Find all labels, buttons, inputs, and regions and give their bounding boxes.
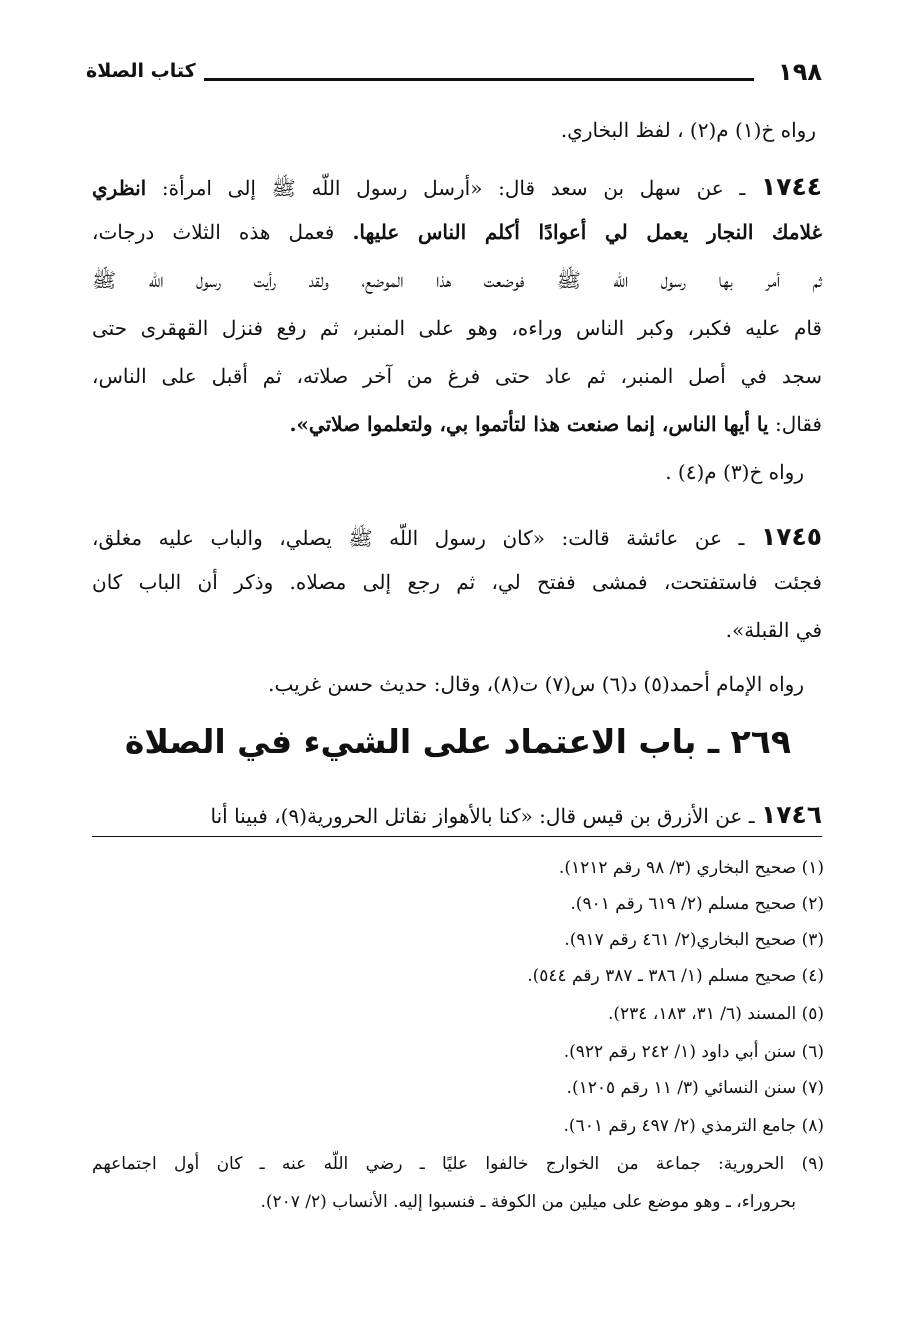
hadith-1745-line-1 [92,522,822,555]
footnote-separator [92,836,822,837]
chapter-number: ٢٦٩ [730,722,792,761]
book-title: كتاب الصلاة [86,60,196,82]
hadith-number: ١٧٤٦ [760,800,822,829]
page-header [86,58,822,94]
hadith-1745-line-3: في القبلة». [725,618,822,642]
hadith-1745-narration: رواه الإمام أحمد(٥) د(٦) س(٧) ت(٨)، وقال: حديث حسن غريب. [268,672,804,696]
hadith-text-bold: يا أيها الناس، إنما صنعت هذا لتأتموا بي، ولتعلموا صلاتي». [289,412,769,436]
footnote-item: (٨) جامع الترمذي (٢/ ٤٩٧ رقم ٦٠١). [563,1116,824,1136]
footnote-item: (٣) صحيح البخاري(٢/ ٤٦١ رقم ٩١٧). [564,930,824,950]
hadith-1746-line-1 [92,800,822,829]
chapter-heading [100,722,816,761]
hadith-1744-line-2 [92,220,822,244]
narration-line: رواه خ(١) م(٢) ، لفظ البخاري. [560,118,816,142]
hadith-1744-line-3: ثم أمر بها رسول اللّه ﷺ فوضعت هذا الموضع، ولقد رأيت رسول اللّه ﷺ [92,268,822,292]
hadith-1744-line-1 [92,172,822,205]
footnote-item: (١) صحيح البخاري (٣/ ٩٨ رقم ١٢١٢). [558,858,824,878]
hadith-1744-line-4: قام عليه فكبر، وكبر الناس وراءه، وهو على المنبر، ثم رفع فنزل القهقرى حتى [92,316,822,340]
footnote-item: (٧) سنن النسائي (٣/ ١١ رقم ١٢٠٥). [566,1078,824,1098]
footnote-item: (٦) سنن أبي داود (١/ ٢٤٢ رقم ٩٢٢). [563,1042,824,1062]
hadith-text: فعمل هذه الثلاث درجات، [92,220,335,244]
hadith-1745-line-2: فجئت فاستفتحت، فمشى ففتح لي، ثم رجع إلى مصلاه. وذكر أن الباب كان [92,570,822,594]
hadith-1744-narration: رواه خ(٣) م(٤) . [665,460,804,484]
hadith-text: ـ عن الأزرق بن قيس قال: «كنا بالأهواز نقاتل الحرورية(٩)، فبينا أنا [210,804,755,828]
hadith-text-bold: غلامك النجار يعمل لي أعوادًا أكلم الناس عليها. [352,220,822,244]
hadith-text-bold: انظري [92,176,147,200]
footnote-item: (٢) صحيح مسلم (٢/ ٦١٩ رقم ٩٠١). [570,894,824,914]
footnote-continuation: بحروراء، ـ وهو موضع على ميلين من الكوفة ـ فنسبوا إليه. الأنساب (٢/ ٢٠٧). [260,1192,796,1212]
chapter-title: ـ باب الاعتماد على الشيء في الصلاة [124,722,720,761]
hadith-text: ـ عن سهل بن سعد قال: «أرسل رسول اللّه ﷺ إلى امرأة: [161,176,746,200]
footnote-item: (٤) صحيح مسلم (١/ ٣٨٦ ـ ٣٨٧ رقم ٥٤٤). [527,966,824,986]
hadith-1744-line-6 [289,412,822,436]
hadith-text: ـ عن عائشة قالت: «كان رسول اللّه ﷺ يصلي، والباب عليه مغلق، [92,526,745,550]
footnote-item: (٩) الحرورية: جماعة من الخوارج خالفوا عليًا ـ رضي اللّه عنه ـ كان أول اجتماعهم [92,1154,824,1174]
header-rule [204,78,754,81]
hadith-number: ١٧٤٤ [760,172,823,201]
hadith-1744-line-5: سجد في أصل المنبر، ثم عاد حتى فرغ من آخر صلاته، ثم أقبل على الناس، [92,364,822,388]
hadith-text: فقال: [774,412,822,436]
page-number: ١٩٨ [778,58,822,86]
footnote-item: (٥) المسند (٦/ ٣١، ١٨٣، ٢٣٤). [608,1004,824,1024]
hadith-number: ١٧٤٥ [760,522,822,551]
